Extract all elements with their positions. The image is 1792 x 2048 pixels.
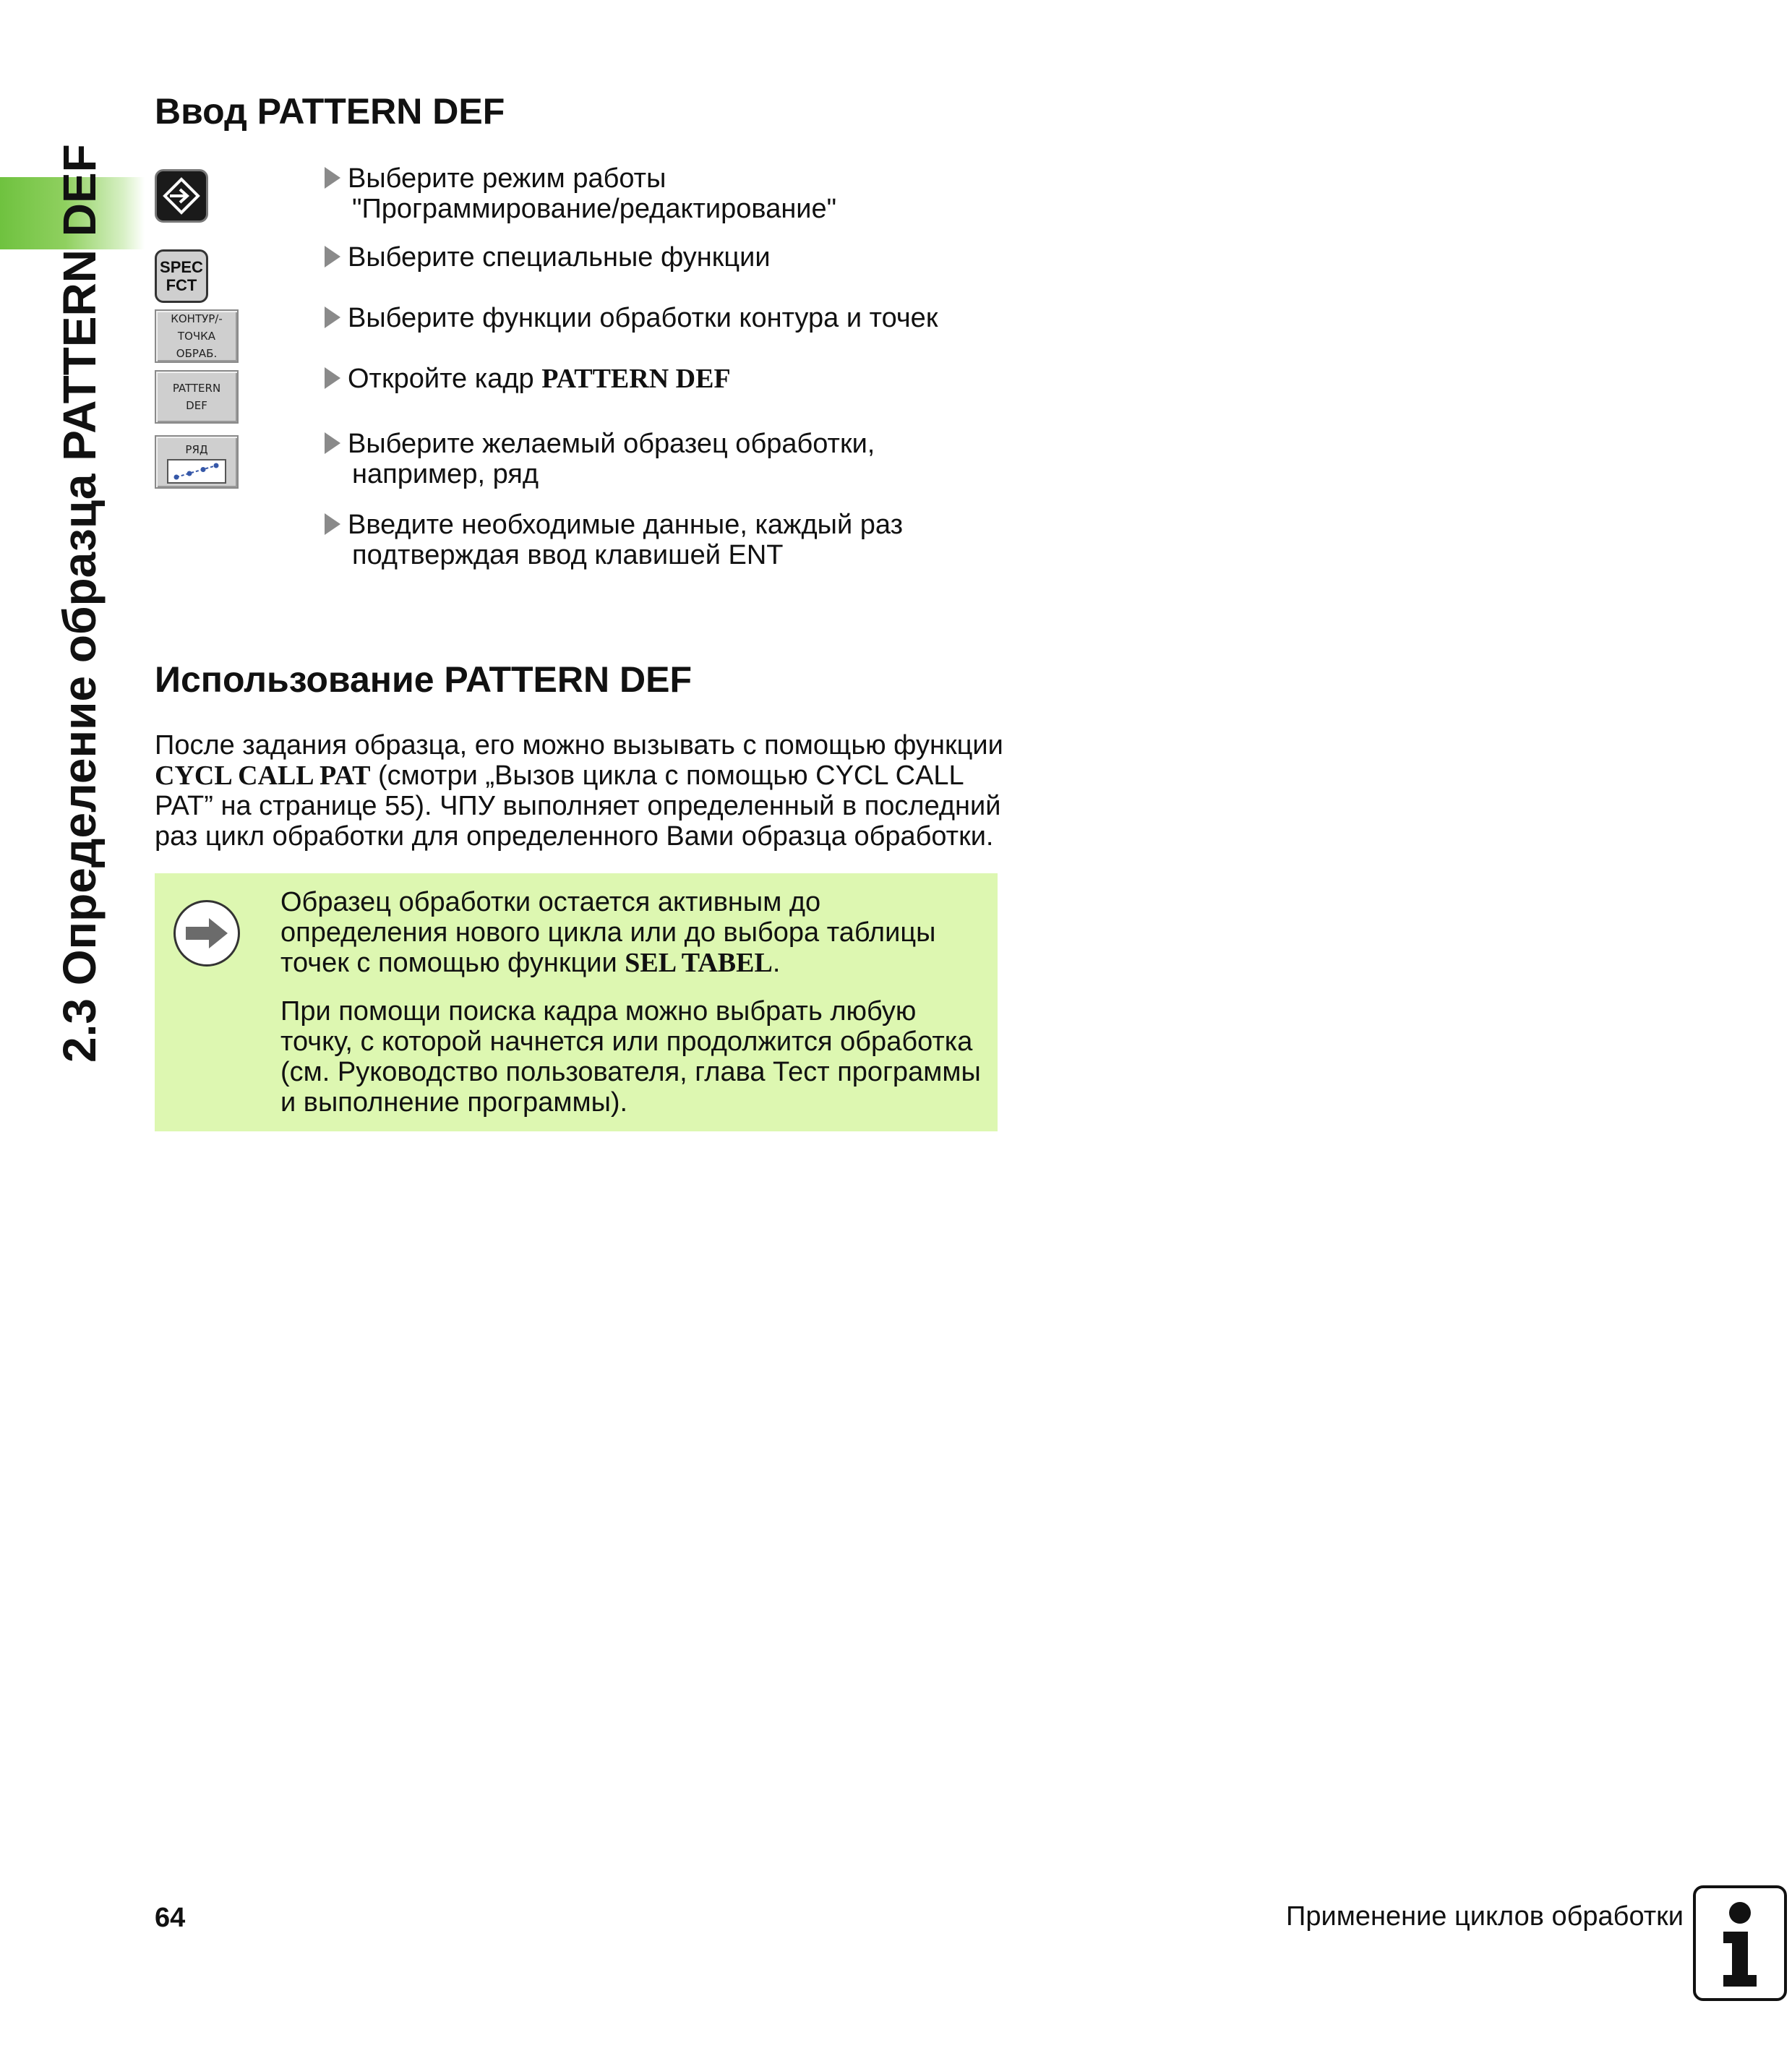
chapter-footer-title: Применение циклов обработки: [1286, 1901, 1684, 1932]
row-points-icon: [166, 458, 228, 484]
usage-paragraph: После задания образца, его можно вызывать с помощью функции CYCL CALL PAT (смотри „Вызов цикла с помощью CYCL CALL PAT” на странице 55). ЧПУ выполняет определенный в последний раз цикл обработки для определенного Вами образца обработки.: [155, 730, 1003, 852]
bullet-arrow-icon: [325, 432, 340, 454]
info-icon: [1693, 1885, 1787, 2001]
note-paragraph-1: Образец обработки остается активным до определения нового цикла или до выбора таблицы точек с помощью функции SEL TABEL.: [280, 887, 936, 978]
step-6: Введите необходимые данные, каждый раз подтверждая ввод клавишей ENT: [325, 510, 903, 570]
note-paragraph-2: При помощи поиска кадра можно выбрать любую точку, с которой начнется или продолжится обработка (см. Руководство пользователя, глава Тест программы и выполнение программы).: [280, 996, 981, 1118]
note-arrow-icon: [173, 900, 240, 967]
contour-point-softkey: КОНТУР/- ТОЧКА ОБРАБ.: [155, 309, 239, 363]
programming-mode-key: [155, 169, 208, 223]
bullet-arrow-icon: [325, 307, 340, 328]
programming-edit-icon: [161, 176, 202, 216]
pattern-def-softkey: PATTERN DEF: [155, 370, 239, 424]
step-1: Выберите режим работы "Программирование/редактирование": [325, 163, 836, 224]
heading-input-pattern-def: Ввод PATTERN DEF: [155, 91, 505, 132]
bullet-arrow-icon: [325, 513, 340, 535]
step-5: Выберите желаемый образец обработки, например, ряд: [325, 429, 875, 489]
step-4: Откройте кадр PATTERN DEF: [325, 364, 731, 394]
spec-fct-key: SPEC FCT: [155, 249, 208, 303]
heading-using-pattern-def: Использование PATTERN DEF: [155, 659, 692, 700]
page-number: 64: [155, 1903, 186, 1933]
step-3: Выберите функции обработки контура и точек: [325, 303, 938, 333]
row-pattern-softkey: РЯД: [155, 435, 239, 489]
section-title-vertical: 2.3 Определение образца PATTERN DEF: [53, 144, 106, 1063]
bullet-arrow-icon: [325, 167, 340, 189]
step-2: Выберите специальные функции: [325, 242, 771, 273]
bullet-arrow-icon: [325, 246, 340, 267]
bullet-arrow-icon: [325, 367, 340, 389]
